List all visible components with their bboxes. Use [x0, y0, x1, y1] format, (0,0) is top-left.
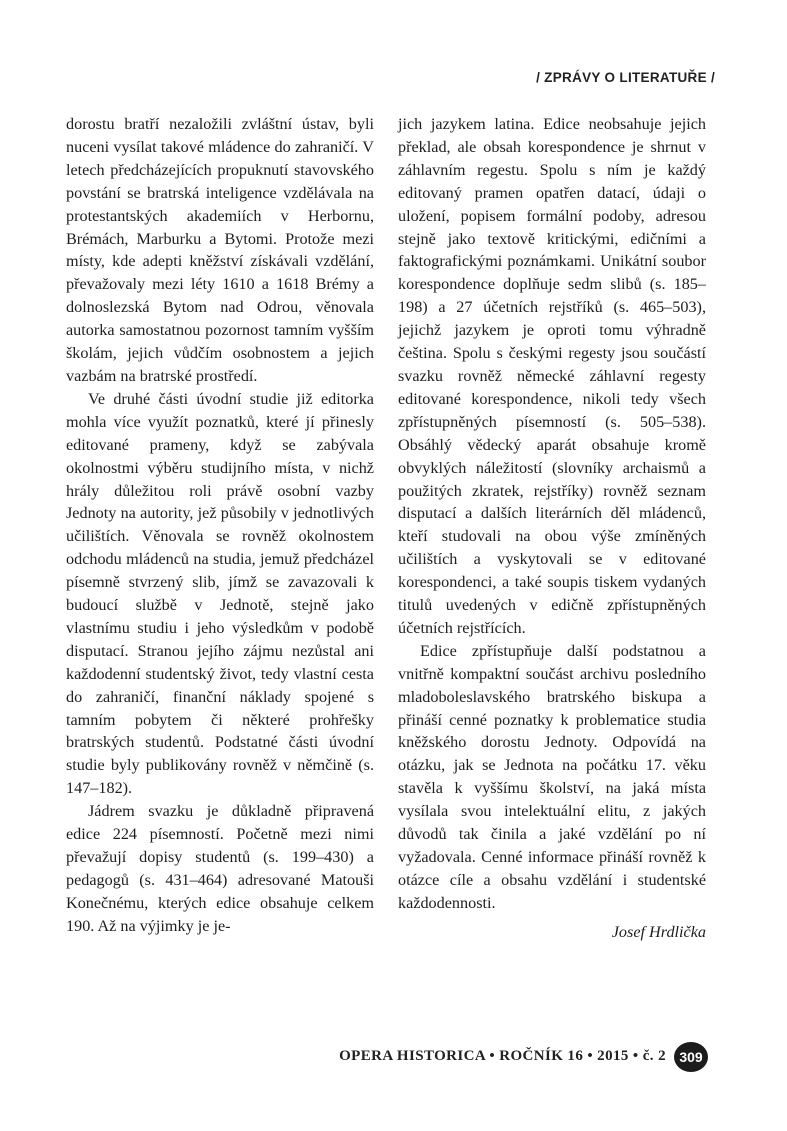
- paragraph: Jádrem svazku je důkladně připravená edice 224 písemností. Početně mezi nimi převažují dopisy studentů (s. 199–430) a pedagogů (s. 431–464) adresované Matouši Konečnému, kterých edice obsahuje celkem 190. Až na výjimky je je-: [66, 802, 374, 935]
- author-signature: Josef Hrdlička: [611, 922, 706, 941]
- text-column-left: [66, 113, 374, 938]
- paragraph: jich jazykem latina. Edice neobsahuje jejich překlad, ale obsah korespondence je shrnut v záhlavním regestu. Spolu s ním je každý editovaný pramen opatřen datací, údaji o uložení, popisem formální podoby, adresou stejně jako textově kritickými, edičními a faktografickými poznámkami. Unikátní soubor korespondence doplňuje sedm slibů (s. 185–198) a 27 účetních rejstříků (s. 465–503), jejichž jazykem je oproti tomu výhradně čeština. Spolu s českými regesty jsou součástí svazku rovněž německé záhlavní regesty editované korespondence, nikoli tedy všech zpřístupněných písemností (s. 505–538). Obsáhlý vědecký aparát obsahuje kromě obvyklých náležitostí (slovníky archaismů a použitých zkratek, rejstříky) rovněž seznam disputací a dalších literárních děl mládenců, kteří studovali na obou výše zmíněných učilištích a vyskytovali se v editované korespondenci, a také soupis tiskem vydaných titulů uvedených v edičně zpřístupněných účetních rejstřících.: [398, 115, 706, 637]
- paragraph: dorostu bratří nezaložili zvláštní ústav, byli nuceni vysílat takové mládence do zahraničí. V letech předcházejících propuknutí stavovského povstání se bratrská inteligence vzdělávala na protestantských akademiích v Herbornu, Brémách, Marburku a Bytomi. Protože mezi místy, kde adepti kněžství získávali vzdělání, převažovaly mezi léty 1610 a 1618 Brémy a dolnoslezská Bytom nad Odrou, věnovala autorka samostatnou pozornost tamním vyšším školám, jejich vůdčím osobnostem a jejich vazbám na bratrské prostředí.: [66, 115, 374, 385]
- journal-citation: OPERA HISTORICA • ROČNÍK 16 • 2015 • č. 2: [339, 1048, 666, 1064]
- running-head: / ZPRÁVY O LITERATUŘE /: [536, 70, 715, 85]
- text-column-right: [398, 113, 706, 944]
- paragraph: Edice zpřístupňuje další podstatnou a vnitřně kompaktní součást archivu posledního mladoboleslavského bratrského biskupa a přináší cenné poznatky k problematice studia kněžského dorostu Jednoty. Odpovídá na otázku, jak se Jednota na počátku 17. věku stavěla k vyššímu školství, na jaká místa vysílala svou intelektuální elitu, z jakých důvodů tak činila a jaké vzdělání po ní vyžadovala. Cenné informace přináší rovněž k otázce cíle a obsahu vzdělání i studentské každodennosti.: [398, 641, 706, 912]
- page-footer: [338, 1044, 722, 1070]
- page-number-badge: 309: [674, 1042, 708, 1072]
- paragraph: Ve druhé části úvodní studie již editorka mohla více využít poznatků, které jí přinesly editované prameny, když se zabývala okolnostmi výběru studijního místa, v nichž hrály důležitou roli právě osobní vazby Jednoty na autority, jež působily v jednotlivých učilištích. Věnovala se rovněž okolnostem odchodu mládenců na studia, jemuž předcházel písemně stvrzený slib, jímž se zavazovali k budoucí službě v Jednotě, stejně jako vlastnímu studiu i jeho výsledkům v podobě disputací. Stranou jejího zájmu nezůstal ani každodenní studentský život, tedy vlastní cesta do zahraničí, finanční náklady spojené s tamním pobytem či některé prohřešky bratrských studentů. Podstatné části úvodní studie byly publikovány rovněž v němčině (s. 147–182).: [66, 389, 374, 798]
